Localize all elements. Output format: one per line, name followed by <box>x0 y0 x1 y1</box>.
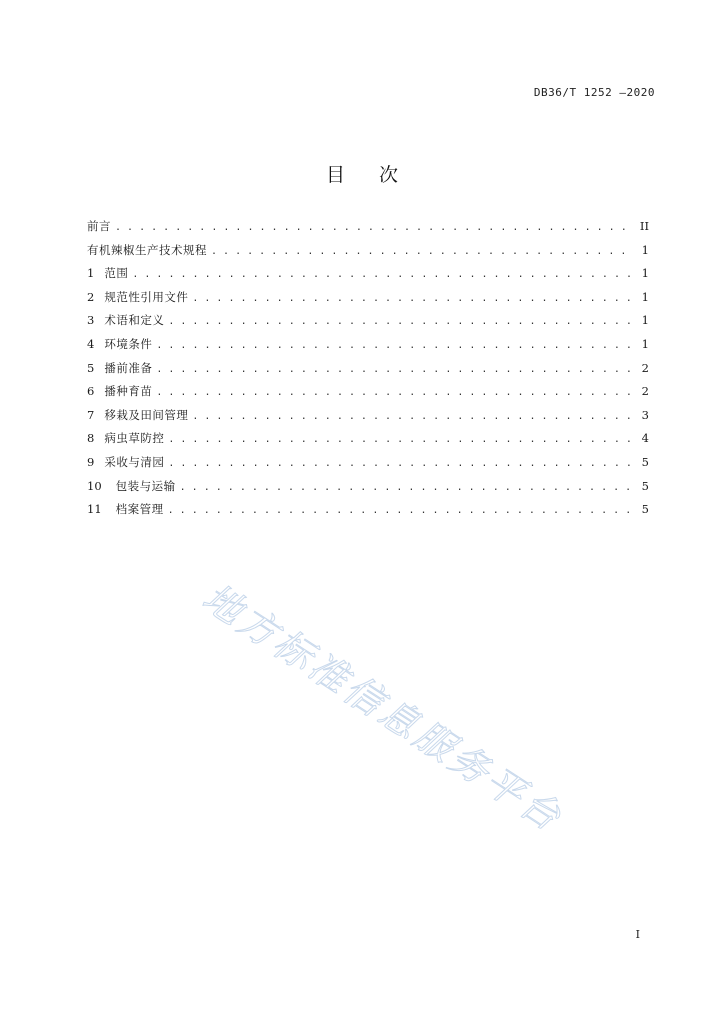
watermark: 地方标准信息服务平台 <box>194 575 572 841</box>
toc-entry-label: 环境条件 <box>104 336 153 351</box>
toc-entry[interactable] <box>87 407 649 431</box>
toc-entry-page: 4 <box>641 431 649 446</box>
toc-entry[interactable] <box>87 454 649 478</box>
toc-dot-leader <box>211 246 631 257</box>
toc-entry-label: 播前准备 <box>104 360 153 375</box>
toc-dot-leader <box>180 482 631 493</box>
toc-entry-label: 移栽及田间管理 <box>104 407 189 422</box>
page-number: I <box>635 928 640 941</box>
toc-entry-label: 病虫草防控 <box>104 431 165 446</box>
toc-entry-page: II <box>639 219 649 233</box>
toc-dot-leader <box>132 269 631 280</box>
toc-entry-number: 7 <box>87 407 95 422</box>
toc-entry-label: 术语和定义 <box>104 313 165 328</box>
toc-dot-leader <box>115 222 631 233</box>
toc-entry-number: 3 <box>87 313 95 328</box>
toc-entry-page: 3 <box>641 407 649 422</box>
toc-entry-label: 有机辣椒生产技术规程 <box>87 242 207 257</box>
toc-entry[interactable] <box>87 242 649 266</box>
toc-entry[interactable] <box>87 336 649 360</box>
toc-entry-label: 前言 <box>87 219 111 233</box>
toc-entry[interactable] <box>87 360 649 384</box>
toc-entry-page: 5 <box>641 478 649 493</box>
toc-entry-page: 1 <box>641 289 649 304</box>
toc-entry-page: 5 <box>641 502 649 517</box>
toc-entry-label: 范围 <box>104 266 129 281</box>
toc-dot-leader <box>156 364 631 375</box>
toc-entry-page: 1 <box>641 242 649 257</box>
toc-entry-number: 6 <box>87 384 95 399</box>
toc-entry-page: 2 <box>641 384 649 399</box>
toc-entry-number: 1 <box>87 266 95 281</box>
toc-entry-page: 5 <box>641 454 649 469</box>
toc-dot-leader <box>192 293 631 304</box>
toc-entry[interactable] <box>87 289 649 313</box>
toc-entry[interactable] <box>87 312 649 336</box>
toc-entry-label: 档案管理 <box>115 502 164 517</box>
document-code: DB36/T 1252 —2020 <box>533 86 655 99</box>
toc-entry-number: 9 <box>87 454 95 469</box>
toc-entry[interactable] <box>87 478 649 502</box>
toc-dot-leader <box>168 316 631 327</box>
toc-entry-number: 4 <box>87 336 95 351</box>
toc-entry-page: 1 <box>641 336 649 351</box>
toc-entry-number: 8 <box>87 431 95 446</box>
toc-dot-leader <box>168 458 631 469</box>
toc-entry-page: 2 <box>641 360 649 375</box>
toc-entry-label: 采收与清园 <box>104 454 165 469</box>
toc-dot-leader <box>168 505 631 516</box>
toc-entry-label: 播种育苗 <box>104 384 153 399</box>
toc-entry-number: 10 <box>87 478 102 493</box>
toc-entry-number: 11 <box>87 502 102 517</box>
table-of-contents <box>87 218 649 525</box>
toc-title: 目次 <box>325 164 432 186</box>
toc-entry-label: 包装与运输 <box>115 478 176 493</box>
toc-entry[interactable] <box>87 265 649 289</box>
toc-entry[interactable] <box>87 383 649 407</box>
toc-dot-leader <box>192 411 631 422</box>
toc-entry[interactable] <box>87 430 649 454</box>
toc-entry-number: 5 <box>87 360 95 375</box>
toc-entry-number: 2 <box>87 289 95 304</box>
toc-dot-leader <box>168 434 631 445</box>
toc-entry-page: 1 <box>641 313 649 328</box>
toc-dot-leader <box>156 340 631 351</box>
toc-dot-leader <box>156 387 631 398</box>
toc-entry-page: 1 <box>641 266 649 281</box>
toc-entry[interactable] <box>87 218 649 242</box>
toc-entry[interactable] <box>87 501 649 525</box>
toc-entry-label: 规范性引用文件 <box>104 289 189 304</box>
